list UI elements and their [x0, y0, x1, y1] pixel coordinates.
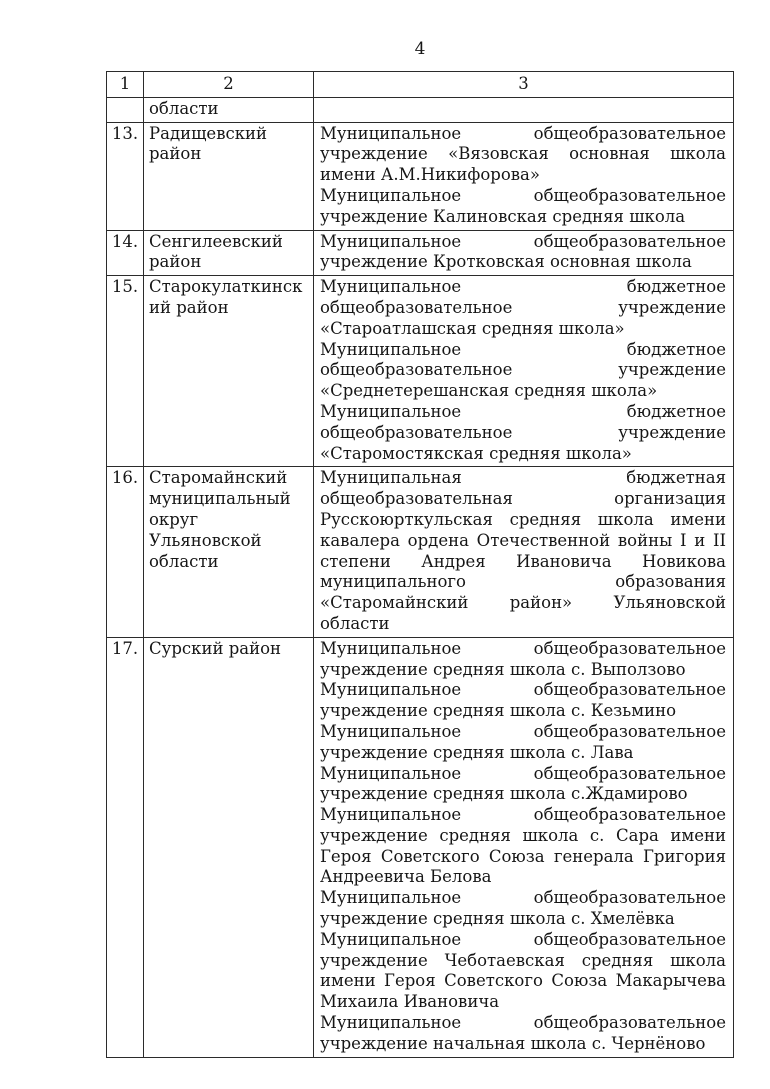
table-row-continuation: [107, 97, 734, 122]
table-row: [107, 122, 734, 230]
region-cell: Старомайнский муниципальный округ Ульяновской области: [144, 467, 314, 637]
column-header-region: 2: [144, 72, 314, 98]
page-number: 4: [414, 39, 426, 59]
schools-table: [106, 71, 734, 1058]
school-entry: Муниципальное общеобразовательное учреждение «Вязовская основная школа имени А.М.Никифорова»: [320, 123, 726, 185]
table-row: [107, 467, 734, 637]
table-body: [107, 97, 734, 1057]
school-entry: Муниципальное общеобразовательное учреждение средняя школа с. Хмелёвка: [320, 888, 726, 929]
row-number-cell: 13.: [107, 122, 144, 230]
school-entry: Муниципальное бюджетное общеобразовательное учреждение «Староатлашская средняя школа»: [320, 277, 726, 338]
schools-cell: [314, 122, 734, 230]
school-entry: Муниципальное общеобразовательное учреждение средняя школа с.Ждамирово: [320, 763, 726, 804]
region-cell: Сурский район: [144, 637, 314, 1057]
region-cell: области: [144, 97, 314, 122]
column-header-school: 3: [314, 72, 734, 98]
school-entry: Муниципальное бюджетное общеобразовательное учреждение «Старомостякская средняя школа»: [320, 401, 726, 463]
schools-cell: [314, 230, 734, 276]
school-entry: Муниципальное бюджетное общеобразовательное учреждение «Среднетерешанская средняя школа»: [320, 339, 726, 401]
row-number-cell: 17.: [107, 637, 144, 1057]
school-entry: Муниципальное общеобразовательное учреждение средняя школа с. Лава: [320, 721, 726, 762]
school-entry: Муниципальная бюджетная общеобразовательная организация Русскоюрткульская средняя школа имени кавалера ордена Отечественной войны I и II степени Андрея Ивановича Новикова муниципального образования «Старомайнский район» Ульяновской области: [320, 468, 726, 633]
schools-cell: [314, 276, 734, 467]
school-entry: Муниципальное общеобразовательное учреждение средняя школа с. Выползово: [320, 638, 726, 679]
row-number-cell: 14.: [107, 230, 144, 276]
school-entry: Муниципальное общеобразовательное учреждение Калиновская средняя школа: [320, 185, 726, 226]
schools-cell: [314, 467, 734, 637]
school-entry: Муниципальное общеобразовательное учреждение средняя школа с. Сара имени Героя Советского Союза генерала Григория Андреевича Белова: [320, 805, 726, 887]
school-entry: Муниципальное общеобразовательное учреждение Чеботаевская средняя школа имени Героя Советского Союза Макарычева Михаила Ивановича: [320, 929, 726, 1012]
schools-cell: [314, 97, 734, 122]
column-header-number: 1: [107, 72, 144, 98]
table-row: [107, 276, 734, 467]
region-cell: Сенгилеевский район: [144, 230, 314, 276]
row-number-cell: 16.: [107, 467, 144, 637]
schools-cell: [314, 637, 734, 1057]
region-cell: Радищевский район: [144, 122, 314, 230]
school-entry: Муниципальное общеобразовательное учреждение Кротковская основная школа: [320, 231, 726, 272]
table-header-row: [107, 72, 734, 98]
region-cell: Старокулаткинский район: [144, 276, 314, 467]
table-row: [107, 230, 734, 276]
row-number-cell: [107, 97, 144, 122]
row-number-cell: 15.: [107, 276, 144, 467]
school-entry: Муниципальное общеобразовательное учреждение начальная школа с. Чернёново: [320, 1013, 726, 1053]
table-row: [107, 637, 734, 1057]
school-entry: Муниципальное общеобразовательное учреждение средняя школа с. Кезьмино: [320, 680, 726, 721]
